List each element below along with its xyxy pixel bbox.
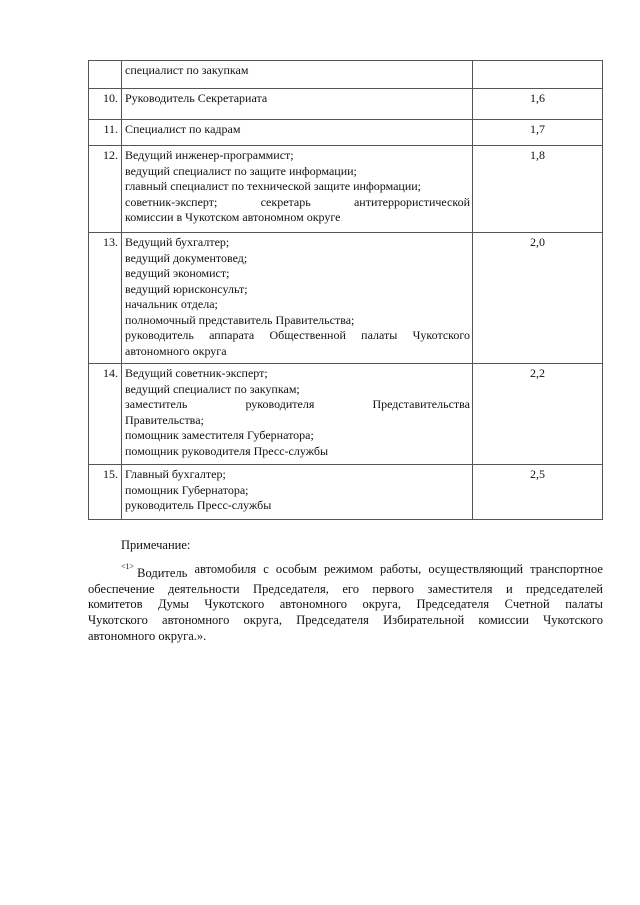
position-cell bbox=[122, 120, 473, 146]
coefficient-cell: 2,0 bbox=[473, 233, 603, 364]
coefficient-cell: 1,7 bbox=[473, 120, 603, 146]
position-line: ведущий специалист по закупкам; bbox=[125, 381, 300, 396]
position-cell bbox=[122, 89, 473, 120]
position-line: специалист по закупкам bbox=[125, 63, 249, 77]
note-line: Чукотского автономного округа, Председателя Избирательной комиссии Чукотского bbox=[88, 612, 603, 627]
position-line: руководитель Пресс-службы bbox=[125, 498, 272, 512]
position-line: советник-эксперт; секретарь антитеррористической bbox=[125, 194, 470, 209]
coefficient-cell: 1,6 bbox=[473, 89, 603, 120]
position-line: Ведущий инженер-программист; bbox=[125, 148, 294, 162]
table-row bbox=[89, 465, 603, 520]
note-line: $^{<1>}$ Водитель автомобиля с особым режимом работы, осуществляющий транспортное bbox=[121, 562, 603, 581]
position-line: главный специалист по технической защите информации; bbox=[125, 179, 422, 193]
row-number: 15. bbox=[89, 465, 122, 520]
position-cell bbox=[122, 364, 473, 465]
position-line: Ведущий советник-эксперт; bbox=[125, 366, 268, 380]
position-cell bbox=[122, 61, 473, 89]
position-line: помощник руководителя Пресс-службы bbox=[125, 443, 329, 458]
note-line: автономного округа.». bbox=[88, 628, 207, 643]
note-text bbox=[88, 562, 603, 644]
coefficient-cell: 2,2 bbox=[473, 364, 603, 465]
table-row bbox=[89, 120, 603, 146]
position-line: Правительства; bbox=[125, 412, 204, 427]
position-line: ведущий специалист по защите информации; bbox=[125, 163, 357, 178]
position-line: ведущий документовед; bbox=[125, 250, 248, 265]
row-number: 11. bbox=[89, 120, 122, 146]
coefficient-cell bbox=[473, 61, 603, 89]
position-line: полномочный представитель Правительства; bbox=[125, 312, 355, 327]
note-line: комитетов Думы Чукотского автономного округа, Председателя Счетной палаты bbox=[88, 597, 603, 612]
row-number: 10. bbox=[89, 89, 122, 120]
position-line: Ведущий бухгалтер; bbox=[125, 235, 230, 249]
position-cell bbox=[122, 465, 473, 520]
note-heading: Примечание: bbox=[121, 538, 191, 552]
position-line: комиссии в Чукотском автономном округе bbox=[125, 210, 341, 224]
row-number: 13. bbox=[89, 233, 122, 364]
position-line: руководитель аппарата Общественной палаты Чукотского bbox=[125, 328, 470, 342]
position-line: помощник Губернатора; bbox=[125, 482, 249, 497]
position-line: заместитель руководителя Представительства bbox=[125, 397, 470, 411]
position-line: начальник отдела; bbox=[125, 297, 218, 311]
table-row bbox=[89, 61, 603, 89]
position-cell bbox=[122, 146, 473, 233]
row-number bbox=[89, 61, 122, 89]
positions-table-body bbox=[89, 61, 603, 520]
coefficient-cell: 1,8 bbox=[473, 146, 603, 233]
positions-table bbox=[88, 60, 603, 520]
table-row bbox=[89, 146, 603, 233]
table-row bbox=[89, 89, 603, 120]
position-line: помощник заместителя Губернатора; bbox=[125, 428, 314, 442]
row-number: 14. bbox=[89, 364, 122, 465]
position-line: ведущий юрисконсульт; bbox=[125, 281, 248, 296]
position-line: Главный бухгалтер; bbox=[125, 467, 226, 481]
footnote-ref: <1> bbox=[121, 562, 135, 571]
coefficient-cell: 2,5 bbox=[473, 465, 603, 520]
position-line: Специалист по кадрам bbox=[125, 122, 241, 136]
row-number: 12. bbox=[89, 146, 122, 233]
position-line: Руководитель Секретариата bbox=[125, 91, 268, 105]
note-line: обеспечение деятельности Председателя, его первого заместителя и председателей bbox=[88, 581, 603, 596]
table-row bbox=[89, 233, 603, 364]
table-row bbox=[89, 364, 603, 465]
position-line: автономного округа bbox=[125, 343, 227, 358]
position-line: ведущий экономист; bbox=[125, 266, 230, 280]
position-cell bbox=[122, 233, 473, 364]
